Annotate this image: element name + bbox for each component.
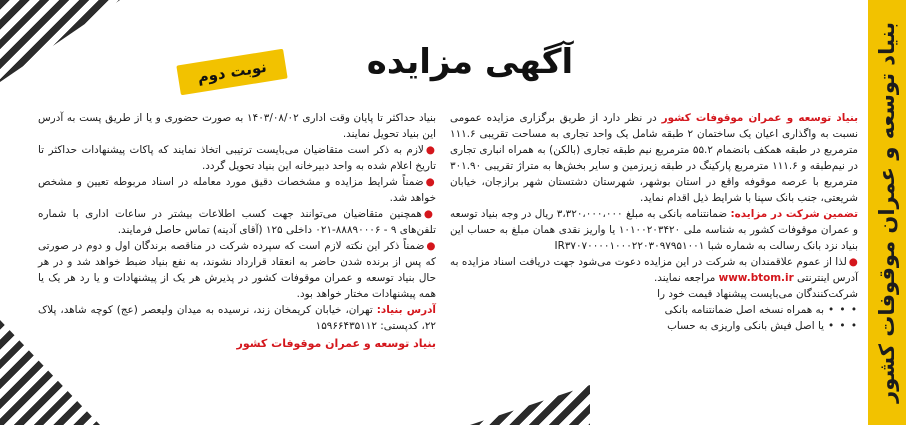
requirement-item: • • • یا اصل فیش بانکی واریزی به حساب bbox=[450, 318, 824, 334]
note-envelopes-text: لازم به ذکر است متقاضیان می‌بایست ترتیبی اتخاذ نمایند که پاکات پیشنهادات حداکثر تا تاریخ اعلام شده به واحد دبیرخانه این بنیاد تحویل گردد. bbox=[38, 144, 436, 172]
note-contact-text: همچنین متقاضیان می‌توانند جهت کسب اطلاعات بیشتر در ساعات اداری با شماره تلفن‌های ۹ - ۸۸۸۹۰۰۰۶-۰۲۱ داخلی ۱۲۵ (آقای آدینه) تماس حاصل فرمایند. bbox=[38, 208, 436, 236]
note-conditions bbox=[38, 174, 436, 206]
invite-paragraph bbox=[450, 254, 858, 286]
requirement-item: • • • به همراه نسخه اصل ضمانتنامه بانکی bbox=[450, 302, 824, 318]
hatch-decoration-bottom-mid bbox=[470, 385, 590, 425]
red-dot-icon: ● bbox=[426, 240, 436, 252]
guarantee-label: تضمین شرکت در مزایده: bbox=[730, 208, 858, 220]
requirements-intro: شرکت‌کنندگان می‌بایست پیشنهاد قیمت خود را bbox=[657, 288, 858, 300]
left-column bbox=[38, 110, 436, 352]
red-dot-icon: ● bbox=[423, 208, 436, 220]
footer-org-name: بنیاد توسعه و عمران موقوفات کشور bbox=[236, 337, 436, 350]
side-banner-title: بنیاد توسعه و عمران موقوفات کشور bbox=[875, 22, 899, 403]
hatch-decoration-top-left bbox=[0, 0, 120, 82]
website-link[interactable]: www.btom.ir bbox=[718, 272, 794, 284]
red-dot-icon: ● bbox=[848, 256, 858, 268]
invite-text: لذا از عموم علاقمندان به شرکت در این مزایده دعوت می‌شود جهت دریافت اسناد مزایده به آدرس اینترنتی bbox=[450, 256, 858, 284]
guarantee-text: ضمانتنامه بانکی به مبلغ ۳،۳۲۰،۰۰۰،۰۰۰ ریال در وجه بنیاد توسعه و عمران موقوفات کشور به شناسه ملی ۱۰۱۰۰۲۰۳۴۲۰ یا واریز نقدی همان مبلغ به حساب این بنیاد نزد بانک رسالت به شماره شبا IR۳۷۰۷۰۰۰۰۱۰۰۰۲۲۰۳۰۹۷۹۵۱۰۰۱ bbox=[450, 208, 859, 252]
deadline-paragraph: بنیاد حداکثر تا پایان وقت اداری ۱۴۰۳/۰۸/۰۲ به صورت حضوری و یا از طریق پست به آدرس این بنیاد تحویل نمایند. bbox=[38, 112, 436, 140]
invite-end: مراجعه نمایند. bbox=[653, 272, 719, 284]
red-dot-icon: ● bbox=[425, 176, 436, 188]
guarantee-paragraph bbox=[450, 206, 858, 254]
requirements-list bbox=[450, 302, 858, 334]
address-text: تهران، خیابان کریمخان زند، نرسیده به میدان ولیعصر (عج) کوچه شاهد، پلاک ۲۲، کدپستی: ۱۵۹۶۶۴۳۵۱۱۲ bbox=[38, 304, 436, 332]
side-banner bbox=[868, 0, 906, 425]
right-column bbox=[450, 110, 858, 334]
note-deposit bbox=[38, 238, 436, 302]
org-name: بنیاد توسعه و عمران موقوفات کشور bbox=[661, 112, 858, 124]
red-dot-icon: ● bbox=[425, 144, 436, 156]
note-envelopes bbox=[38, 142, 436, 174]
address-paragraph bbox=[38, 302, 436, 334]
page-title: آگهی مزایده bbox=[366, 42, 574, 82]
address-label: آدرس بنیاد: bbox=[376, 304, 436, 316]
intro-text: در نظر دارد از طریق برگزاری مزایده عمومی نسبت به واگذاری اعیان یک ساختمان ۲ طبقه شامل یک واحد تجاری به مساحت تقریبی ۱۱۱.۶ مترمربع در طبقه همکف بانضمام ۵۵.۲ مترمربع نیم طبقه تجاری (بالکن) به همراه انباری تجاری در نیم‌طبقه و ۱۱۱.۶ مترمربع پارکینگ در طبقه زیرزمین و سایر بخش‌ها به متراژ تقریبی ۳۰۱.۹۰ مترمربع با عرصه موقوفه واقع در استان بوشهر، شهرستان دشتستان شهر برازجان، خیابان شریعتی، جنب بانک سپنا با شرایط ذیل اقدام نماید. bbox=[450, 112, 858, 204]
intro-paragraph bbox=[450, 110, 858, 206]
note-deposit-text: ضمناً ذکر این نکته لازم است که سپرده شرکت در مناقصه برندگان اول و دوم در صورتی که پس از برنده شدن حاضر به انعقاد قرارداد نشوند، به نفع بنیاد ضبط خواهد شد و در هر حال بنیاد توسعه و عمران موقوفات کشور در پذیرش هر یک از پیشنهادات و یا رد هر یک یا همه پیشنهادات مختار خواهد بود. bbox=[38, 240, 436, 300]
round-badge: نوبت دوم bbox=[176, 49, 287, 96]
note-contact bbox=[38, 206, 436, 238]
note-conditions-text: ضمناً شرایط مزایده و مشخصات دقیق مورد معامله در اسناد مربوطه تعیین و مشخص خواهد شد. bbox=[38, 176, 436, 204]
